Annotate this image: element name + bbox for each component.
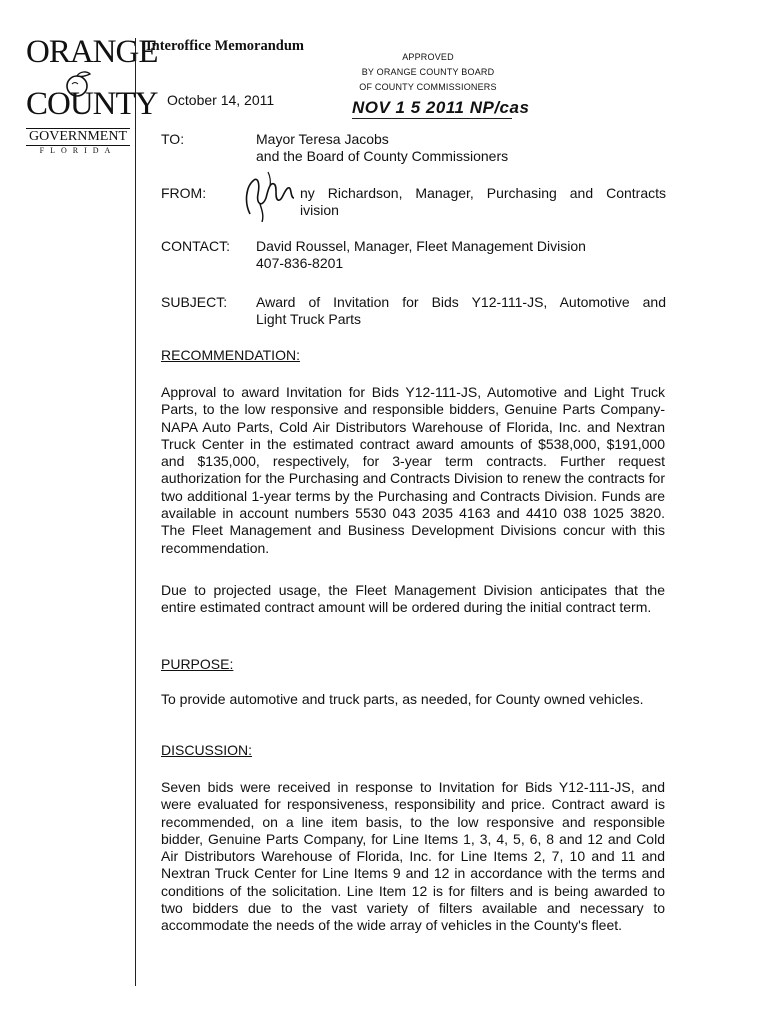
recommendation-paragraph: Approval to award Invitation for Bids Y12-111-JS, Automotive and Light Truck Parts, to the low responsive and responsible bidders, Genuine Parts Company-NAPA Auto Parts, Cold Air Distributors Warehouse of Florida, Inc. and Nextran Truck Center in the estimated contract award amounts of $538,000, $191,000 and $135,000, respectively, for 3-year term contracts. Further request authorization for the Purchasing and Contracts Division to renew the contracts for two additional 1-year terms by the Purchasing and Contracts Division. Funds are available in account numbers 5530 043 2035 4163 and 4410 038 1025 3820. The Fleet Management and Business Development Divisions concur with this recommendation.	[161, 384, 665, 556]
stamp-line-commissioners: OF COUNTY COMMISSIONERS	[359, 82, 497, 92]
to-line: Mayor Teresa Jacobs	[256, 131, 389, 147]
approval-stamp	[330, 50, 526, 95]
memo-heading: Interoffice Memorandum	[146, 38, 304, 54]
subject-line: Award of Invitation for Bids Y12-111-JS, Automotive and	[256, 294, 666, 310]
from-line: ivision	[300, 202, 339, 218]
memo-date: October 14, 2011	[167, 92, 275, 108]
usage-paragraph: Due to projected usage, the Fleet Management Division anticipates that the entire estimated contract amount will be ordered during the initial contract term.	[161, 582, 665, 616]
to-line: and the Board of County Commissioners	[256, 148, 509, 164]
contact-label: CONTACT:	[161, 238, 230, 254]
purpose-title: PURPOSE:	[161, 656, 234, 672]
subject-line: Light Truck Parts	[256, 311, 362, 327]
discussion-paragraph: Seven bids were received in response to Invitation for Bids Y12-111-JS, and were evaluated for responsiveness, responsibility and price. Contract award is recommended, on a line item basis, to the low responsive and responsible bidder, Genuine Parts Company, for Line Items 1, 3, 4, 5, 6, 8 and 12 and Cold Air Distributors Warehouse of Florida, Inc. for Line Items 2, 7, 10 and 11 and Nextran Truck Center for Line Items 9 and 12 in accordance with the terms and conditions of the solicitation. Line Item 12 is for filters and is being awarded to two bidders due to the vast variety of filters available and necessary to accommodate the needs of the wide array of vehicles in the County's fleet.	[161, 779, 665, 934]
orange-county-logo	[26, 34, 158, 160]
logo-word-orange: ORANGE	[26, 34, 158, 70]
handwritten-signature	[240, 168, 304, 222]
stamp-line-board: BY ORANGE COUNTY BOARD	[361, 67, 495, 77]
contact-line: David Roussel, Manager, Fleet Management Division	[256, 238, 586, 254]
to-value	[256, 131, 666, 165]
vertical-divider	[135, 38, 136, 986]
recommendation-title: RECOMMENDATION:	[161, 347, 300, 363]
stamp-date: NOV 1 5 2011 NP/cas	[352, 98, 530, 117]
contact-line: 407-836-8201	[256, 255, 344, 271]
from-value	[300, 185, 666, 219]
subject-value	[256, 294, 666, 328]
stamp-line-approved: APPROVED	[402, 52, 454, 62]
logo-word-florida: FLORIDA	[39, 146, 117, 155]
stamp-underline	[352, 118, 512, 119]
discussion-title: DISCUSSION:	[161, 742, 253, 758]
logo-word-government: GOVERNMENT	[26, 128, 130, 146]
from-line: ny Richardson, Manager, Purchasing and Contracts	[300, 185, 666, 201]
logo-word-county: COUNTY	[26, 86, 158, 122]
purpose-paragraph: To provide automotive and truck parts, as needed, for County owned vehicles.	[161, 691, 644, 707]
subject-label: SUBJECT:	[161, 294, 228, 310]
contact-value	[256, 238, 666, 272]
from-label: FROM:	[161, 185, 207, 201]
to-label: TO:	[161, 131, 185, 147]
